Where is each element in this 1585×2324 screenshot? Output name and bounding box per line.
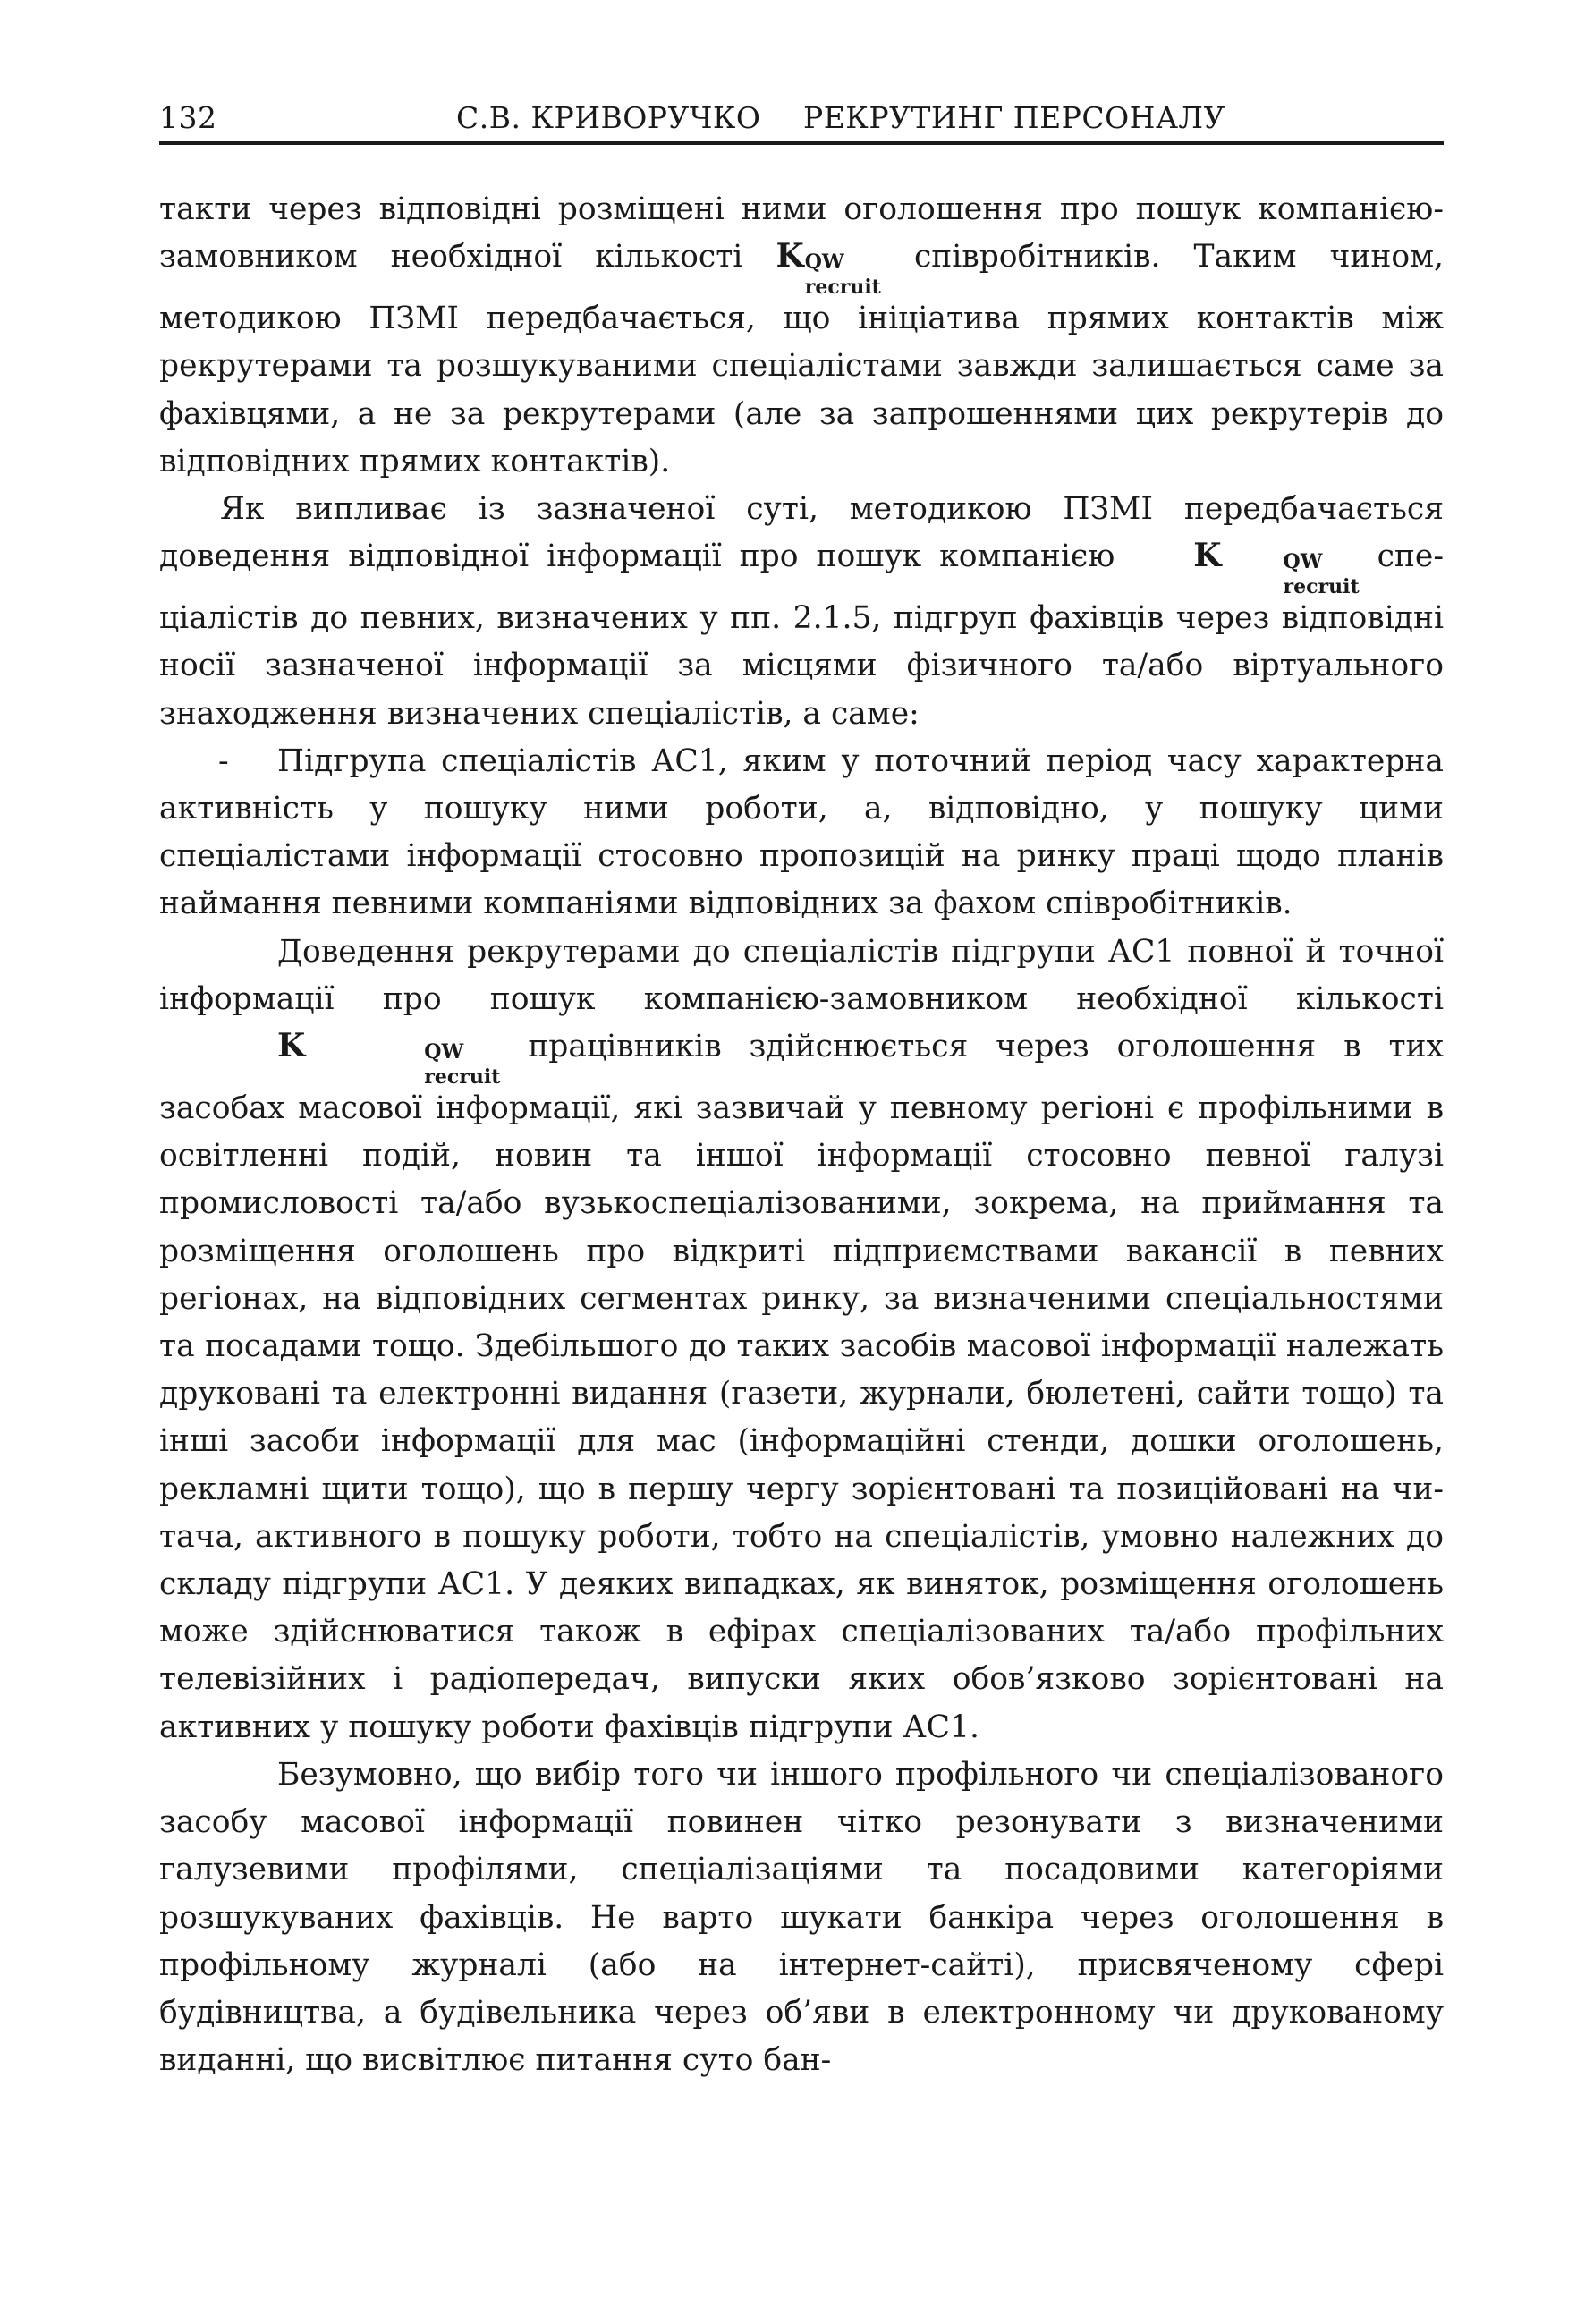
book-page [159,89,1444,2084]
formula-base: K [1193,537,1222,575]
formula-superscript: QW [1283,550,1323,574]
paragraph-1-text-b: співробітників. Таким чином, методикою ПЗМІ передбачається, що ініціатива прямих контактів між рекрутерами та розшукуваними спеціалістами завжди залишається саме за фахівцями, а не за рекрутерами (але за запрошеннями цих рекрутерів до відповідних прямих контактів). [159,239,1444,479]
paragraph-3-text-b: працівників здійснюється через оголошення в тих засобах масової інформації, які зазвичай у певному регіоні є профільними в освітленні подій, новин та іншої інформації стосовно певної галузі промисловості та/або вузькоспеціалізованими, зокрема, на приймання та розміщення оголошень про відкриті підприємствами вакансії в певних регіонах, на відповідних сегментах ринку, за визначеними спеціальностями та посадами тощо. Здебільшого до таких засобів масової інформації належать друковані та електронні видання (газети, журнали, бюлетені, сайти тощо) та інші засоби інформації для мас (інформаційні стенди, дошки оголошень, рекламні щити тощо), що в першу чергу зорієнтовані та позиційовані на читача, активного в пошуку роботи, тобто на спеціалістів, умовно належних до складу підгрупи АС1. У деяких випадках, як виняток, розміщення оголошень може здійснюватися також в ефірах спеціалізованих та/або профільних телевізійних і радіопередач, випуски яких обов’язково зорієнтовані на активних у пошуку роботи фахівців підгрупи АС1. [159,1029,1444,1745]
formula-k-recruit [1132,537,1360,599]
formula-subscript: recruit [1283,575,1360,599]
paragraph-3 [159,929,1444,1751]
formula-subscript: recruit [424,1065,501,1090]
header-author: С.В. КРИВОРУЧКО [456,100,761,135]
paragraph-1-text-a: такти через відповідні розміщені ними оголошення про пошук компанією-замовником необхідної кількості [159,191,1444,276]
list-dash: - [218,742,229,779]
list-item-text: Підгрупа спеціалістів АС1, яким у поточний період часу характерна активність у пошуку ними роботи, а, відповідно, у пошуку цими спеціалістами інформації стосовно пропозицій на ринку праці щодо планів наймання певними компаніями відповідних за фахом співробітників. [159,742,1444,922]
formula-superscript: QW [804,250,844,275]
paragraph-1 [159,186,1444,486]
paragraph-2 [159,486,1444,738]
formula-k-recruit [776,237,881,300]
paragraph-2-text-a: Як випливає із зазначеної суті, методикою ПЗМІ передбачається доведення відповідної інформації про пошук компанією [159,491,1444,575]
running-header [159,89,1444,141]
formula-base: K [776,237,804,276]
body-text [159,186,1444,2084]
paragraph-2-text-b: спеціалістів до певних, визначених у пп. 2.1.5, підгруп фахівців через відповідні носії зазначеної інформації за місцями фізичного та/або віртуального знаходження визначених спеціалістів, а саме: [159,539,1444,732]
formula-superscript: QW [424,1040,464,1064]
page-number: 132 [159,100,217,135]
formula-subscript: recruit [804,276,881,300]
formula-base: K [277,1027,306,1065]
header-book-title: РЕКРУТИНГ ПЕРСОНАЛУ [803,100,1225,135]
header-rule [159,141,1444,145]
list-item-ac1 [159,738,1444,929]
paragraph-3-text-a: Доведення рекрутерами до спеціалістів підгрупи АС1 повної й точної інформації про пошук компанією-замовником необхідної кількості [159,933,1444,1017]
paragraph-4: Безумовно, що вибір того чи іншого профільного чи спеціалізованого засобу масової інформації повинен чітко резонувати з визначеними галузевими профілями, спеціалізаціями та посадовими категоріями розшукуваних фахівців. Не варто шукати банкіра через оголошення в профільному журналі (або на інтернет-сайті), присвяченому сфері будівництва, а будівельника через об’яви в електронному чи друкованому виданні, що висвітлює питання суто бан- [159,1756,1444,2079]
formula-k-recruit [159,1027,501,1090]
